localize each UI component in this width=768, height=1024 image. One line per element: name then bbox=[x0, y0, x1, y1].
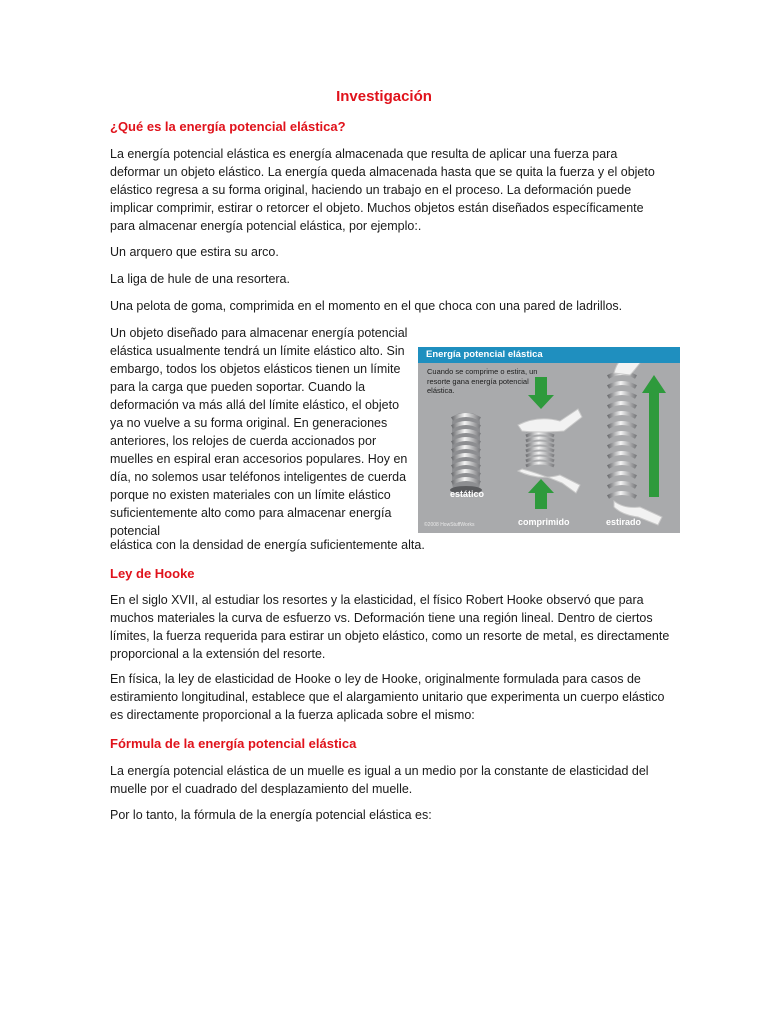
figure-caption: Cuando se comprime o estira, un resorte gana energía potencial elástica. bbox=[427, 367, 538, 395]
paragraph-definition: La energía potencial elástica es energía almacenada que resulta de aplicar una fuerza para deformar un objeto elástico. La energía queda almacenada hasta que se quita la fuerza y el objeto elástico regresa a su forma original, haciendo un trabajo en el proceso. La deformación puede implicar comprimir, estirar o retorcer el objeto. Muchos objetos están diseñados específicamente para almacenar energía potencial elástica, por ejemplo:. bbox=[110, 147, 655, 233]
section-heading-elastic-energy: ¿Qué es la energía potencial elástica? bbox=[110, 119, 346, 134]
stretched-spring bbox=[608, 347, 666, 525]
paragraph-hooke-law: En física, la ley de elasticidad de Hooke o ley de Hooke, originalmente formulada para casos de estiramiento longitudinal, establece que el alargamiento unitario que experimenta un cuerpo elástico es directamente proporcional a la fuerza aplicada sobre el mismo: bbox=[110, 672, 665, 722]
example-archer: Un arquero que estira su arco. bbox=[110, 245, 279, 259]
example-slingshot: La liga de hule de una resortera. bbox=[110, 272, 290, 286]
section-heading-hooke: Ley de Hooke bbox=[110, 566, 195, 581]
paragraph-elastic-limit-end: elástica con la densidad de energía suficientemente alta. bbox=[110, 538, 425, 552]
paragraph-formula-description: La energía potencial elástica de un muelle es igual a un medio por la constante de elasticidad del muelle por el cuadrado del desplazamiento del muelle. bbox=[110, 764, 649, 796]
figure-credit: ©2008 HowStuffWorks bbox=[424, 522, 475, 528]
stretch-arrow-icon bbox=[642, 375, 666, 497]
section-heading-formula: Fórmula de la energía potencial elástica bbox=[110, 736, 357, 751]
spring-illustration bbox=[418, 347, 680, 533]
paragraph-formula-intro: Por lo tanto, la fórmula de la energía potencial elástica es: bbox=[110, 808, 432, 822]
label-stretched: estirado bbox=[606, 517, 642, 527]
static-spring bbox=[450, 413, 482, 494]
paragraph-elastic-limit: Un objeto diseñado para almacenar energía potencial elástica usualmente tendrá un límite elástico alto. Sin embargo, todos los objetos elásticos tienen un límite para la carga que pueden soportar. Cuando la deformación va más allá del límite elástico, el objeto ya no vuelve a su forma original. En generaciones anteriores, los relojes de cuerda accionados por muelles en espiral eran accesorios populares. Hoy en día, no solemos usar teléfonos inteligentes de cuerda porque no existen materiales con un límite elástico suficientemente alto como para almacenar energía potencial bbox=[110, 326, 408, 538]
label-compressed: comprimido bbox=[518, 517, 570, 527]
paragraph-hooke-history: En el siglo XVII, al estudiar los resortes y la elasticidad, el físico Robert Hooke observó que para muchos materiales la curva de esfuerzo vs. Deformación tiene una región lineal. Dentro de ciertos límites, la fuerza requerida para estirar un objeto elástico, como un resorte de metal, es directamente proporcional a la extensión del resorte. bbox=[110, 593, 670, 661]
label-static: estático bbox=[450, 489, 485, 499]
up-arrow-icon bbox=[528, 479, 554, 509]
compressed-spring bbox=[518, 377, 582, 509]
example-rubber-ball: Una pelota de goma, comprimida en el momento en el que choca con una pared de ladrillos. bbox=[110, 299, 623, 313]
figure-title: Energía potencial elástica bbox=[418, 347, 680, 363]
page-title: Investigación bbox=[336, 88, 432, 105]
